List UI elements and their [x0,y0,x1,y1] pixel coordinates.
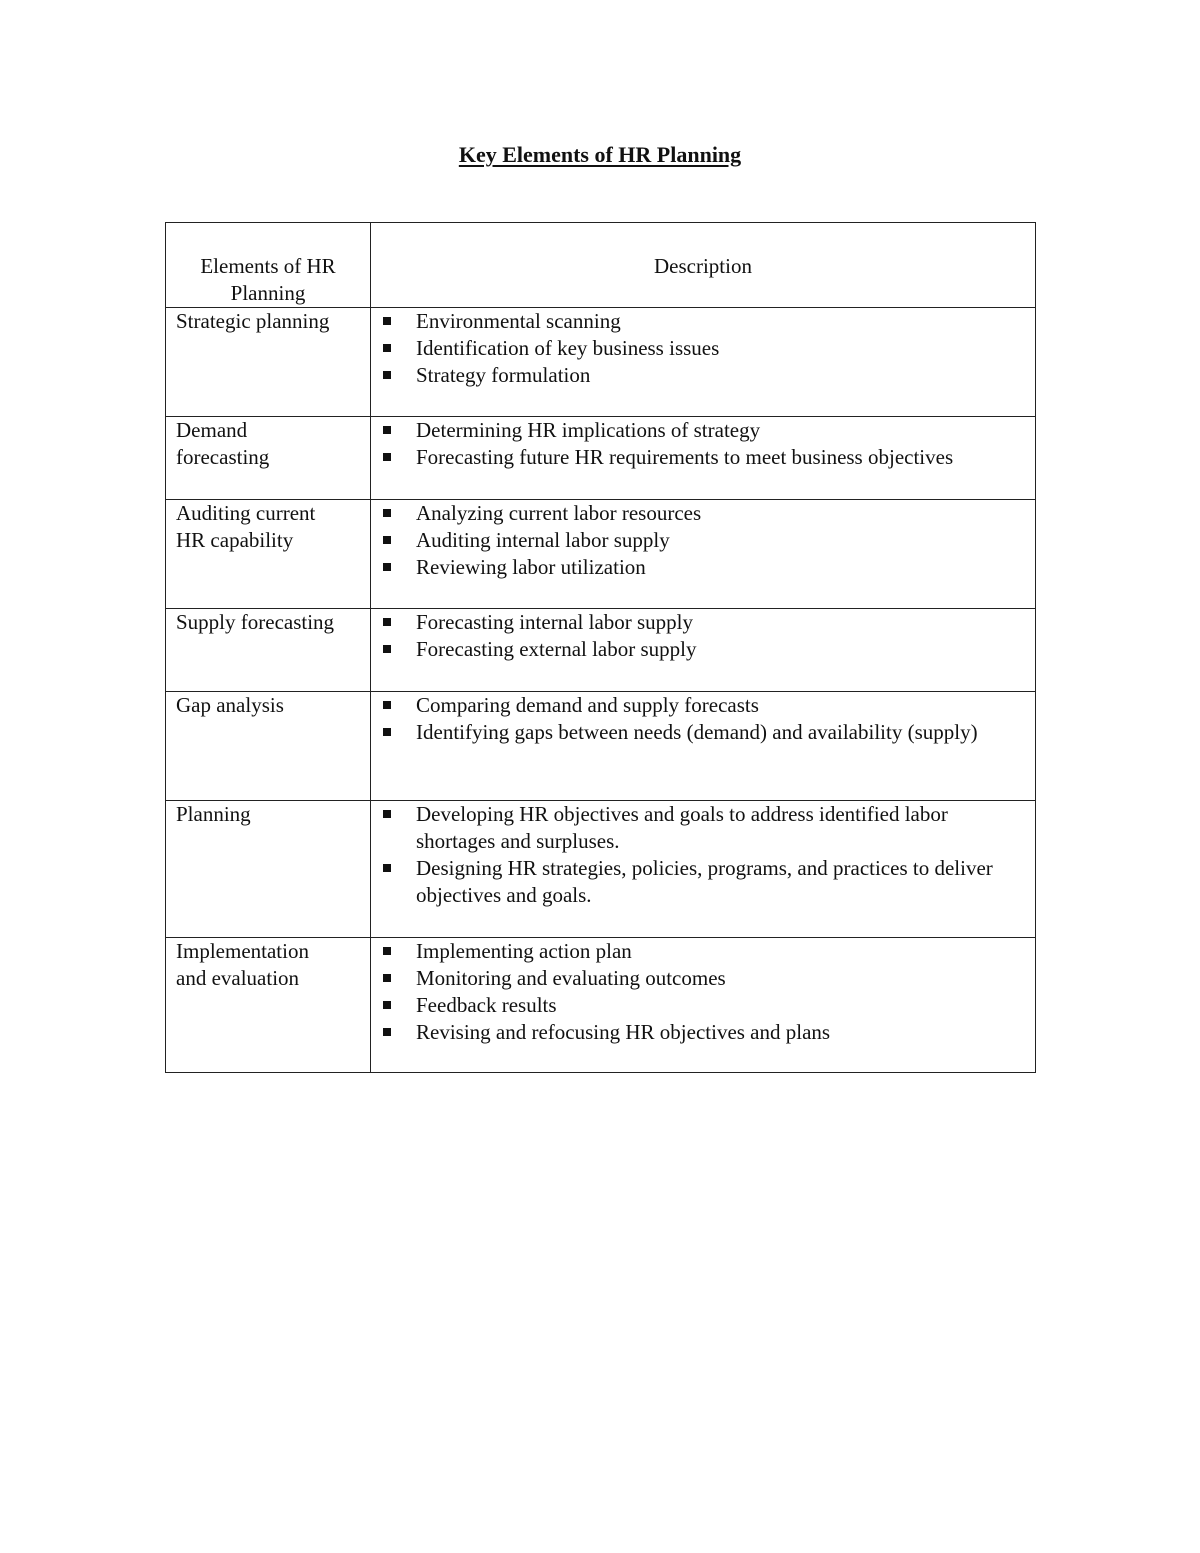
list-item-text: Analyzing current labor resources [416,501,702,525]
list-item [371,444,1027,471]
list-item-text: Auditing internal labor supply [416,528,670,552]
table-row [166,609,1036,692]
square-bullet-icon [383,371,391,379]
square-bullet-icon [383,344,391,352]
square-bullet-icon [383,618,391,626]
element-cell [166,801,371,938]
element-cell [166,692,371,801]
list-item [371,801,1027,855]
square-bullet-icon [383,947,391,955]
table-row [166,308,1036,417]
description-cell [371,801,1036,938]
list-item-text: Identifying gaps between needs (demand) and availability (supply) [416,720,978,744]
list-item-text: Monitoring and evaluating outcomes [416,966,726,990]
square-bullet-icon [383,701,391,709]
description-cell [371,692,1036,801]
list-item [371,1019,1027,1046]
square-bullet-icon [383,509,391,517]
list-item-text: Reviewing labor utilization [416,555,646,579]
hr-elements-table [165,222,1036,1073]
element-cell [166,500,371,609]
square-bullet-icon [383,864,391,872]
list-item-text: Forecasting external labor supply [416,637,697,661]
description-cell [371,500,1036,609]
list-item-text: Revising and refocusing HR objectives and plans [416,1020,831,1044]
list-item-text: Forecasting future HR requirements to meet business objectives [416,445,954,469]
header-description [371,223,1036,308]
description-list [371,692,1027,746]
list-item-text: Forecasting internal labor supply [416,610,694,634]
header-elements [166,223,371,308]
list-item [371,855,1027,909]
square-bullet-icon [383,1001,391,1009]
list-item-text: Designing HR strategies, policies, programs, and practices to deliver objectives and goals. [416,856,993,907]
square-bullet-icon [383,536,391,544]
list-item [371,500,1027,527]
list-item [371,308,1027,335]
list-item [371,965,1027,992]
square-bullet-icon [383,453,391,461]
description-cell [371,308,1036,417]
description-cell [371,417,1036,500]
header-description-label: Description [654,254,752,278]
element-cell [166,938,371,1073]
element-label: Implementation and evaluation [176,939,309,990]
description-cell [371,609,1036,692]
element-label: Supply forecasting [176,610,335,634]
description-list [371,938,1027,1046]
square-bullet-icon [383,426,391,434]
element-label: Auditing current HR capability [176,501,316,552]
square-bullet-icon [383,317,391,325]
description-list [371,500,1027,581]
table-row [166,500,1036,609]
list-item-text: Implementing action plan [416,939,632,963]
list-item [371,636,1027,663]
list-item-text: Strategy formulation [416,363,591,387]
list-item-text: Developing HR objectives and goals to address identified labor shortages and surpluses. [416,802,948,853]
square-bullet-icon [383,810,391,818]
table-row [166,417,1036,500]
element-label: Strategic planning [176,309,330,333]
list-item [371,992,1027,1019]
list-item [371,938,1027,965]
description-list [371,308,1027,389]
square-bullet-icon [383,563,391,571]
list-item-text: Comparing demand and supply forecasts [416,693,759,717]
description-list [371,609,1027,663]
list-item [371,692,1027,719]
list-item-text: Feedback results [416,993,557,1017]
header-elements-label: Elements of HR Planning [200,254,336,305]
list-item [371,554,1027,581]
list-item [371,362,1027,389]
square-bullet-icon [383,728,391,736]
page-title: Key Elements of HR Planning [458,142,742,167]
list-item [371,335,1027,362]
square-bullet-icon [383,1028,391,1036]
list-item-text: Determining HR implications of strategy [416,418,761,442]
list-item-text: Identification of key business issues [416,336,720,360]
element-cell [166,417,371,500]
table-row [166,692,1036,801]
element-label: Gap analysis [176,693,284,717]
list-item [371,719,1027,746]
table-row [166,801,1036,938]
list-item [371,609,1027,636]
element-label: Planning [176,802,251,826]
element-cell [166,609,371,692]
description-cell [371,938,1036,1073]
square-bullet-icon [383,645,391,653]
description-list [371,417,1027,471]
list-item [371,417,1027,444]
square-bullet-icon [383,974,391,982]
table-header-row [166,223,1036,308]
list-item [371,527,1027,554]
list-item-text: Environmental scanning [416,309,621,333]
element-cell [166,308,371,417]
table-row [166,938,1036,1073]
description-list [371,801,1027,909]
element-label: Demand forecasting [176,418,270,469]
